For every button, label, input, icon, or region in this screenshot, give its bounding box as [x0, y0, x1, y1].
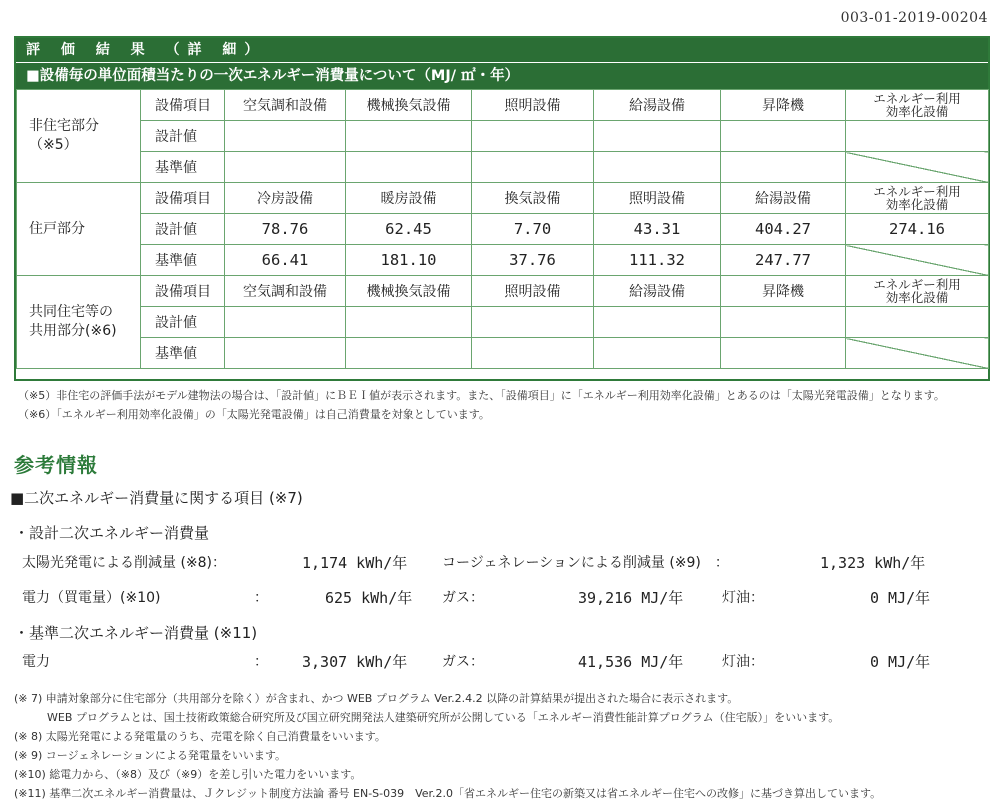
table-cell [472, 152, 594, 183]
kerosene-label: 灯油： [722, 590, 764, 606]
note-6: （※6）「エネルギー利用効率化設備」の「太陽光発電設備」は自己消費量を対象としています。 [18, 408, 490, 421]
footnote-7-detail: WEB プログラムとは、国土技術政策総合研究所及び国立研究開発法人建築研究所が公開している「エネルギー消費性能計算プログラム（住宅版）」をいいます。 [14, 711, 840, 724]
table-row [17, 276, 989, 307]
column-header-line: 効率化設備 [885, 197, 949, 212]
design-value: 404.27 [721, 214, 846, 245]
table-cell [346, 152, 472, 183]
table-row [17, 338, 989, 369]
column-header: 照明設備 [472, 276, 594, 307]
gas-design-value: 39,216 MJ/年 [578, 589, 684, 607]
common-group-label [17, 276, 141, 369]
colon: ： [254, 590, 268, 606]
column-header-line: 効率化設備 [885, 290, 949, 305]
table-cell [472, 338, 594, 369]
design-value: 7.70 [472, 214, 594, 245]
evaluation-result-table [14, 36, 990, 381]
kerosene-label: 灯油： [722, 654, 764, 670]
row-label: 基準値 [141, 245, 225, 276]
note-5: （※5）非住宅の評価手法がモデル建物法の場合は、「設計値」にＢＥＩ値が表示されます。また、「設備項目」に「エネルギー利用効率化設備」とあるのは「太陽光発電設備」となります。 [18, 389, 945, 402]
column-header: 給湯設備 [594, 90, 721, 121]
dwelling-label: 住戸部分 [17, 183, 141, 276]
table-cell [846, 307, 989, 338]
table-cell [594, 152, 721, 183]
column-header: 昇降機 [721, 276, 846, 307]
elec-std-value: 3,307 kWh/年 [302, 653, 408, 671]
column-header: 暖房設備 [346, 183, 472, 214]
table-cell [472, 121, 594, 152]
table-cell [721, 307, 846, 338]
table-row [17, 152, 989, 183]
standard-secondary-heading: ・基準二次エネルギー消費量 (※11) [14, 624, 258, 642]
table-row [17, 121, 989, 152]
nonres-group-label [17, 90, 141, 183]
design-value: 43.31 [594, 214, 721, 245]
solar-label: 太陽光発電による削減量 (※8)： [22, 555, 227, 571]
row-label: 設備項目 [141, 183, 225, 214]
column-header: 機械換気設備 [346, 90, 472, 121]
diagonal-cell [846, 152, 989, 183]
cogen-label: コージェネレーションによる削減量 (※9) ： [442, 555, 729, 571]
standard-value: 111.32 [594, 245, 721, 276]
reference-title: 参考情報 [14, 453, 98, 477]
table-cell [346, 121, 472, 152]
column-header: 機械換気設備 [346, 276, 472, 307]
row-label: 基準値 [141, 152, 225, 183]
column-header [846, 276, 989, 307]
gas-label: ガス： [442, 654, 484, 670]
document-number: 003-01-2019-00204 [840, 10, 988, 26]
table-cell [721, 338, 846, 369]
column-header [846, 90, 989, 121]
secondary-energy-heading: ■二次エネルギー消費量に関する項目 (※7) [10, 489, 303, 507]
footnote-8: (※ 8) 太陽光発電による発電量のうち、売電を除く自己消費量をいいます。 [14, 730, 386, 743]
table-row [17, 307, 989, 338]
row-label: 設備項目 [141, 90, 225, 121]
nonres-label: 非住宅部分 [29, 118, 99, 134]
row-label: 設計値 [141, 121, 225, 152]
row-label: 基準値 [141, 338, 225, 369]
column-header: 給湯設備 [594, 276, 721, 307]
column-header: 冷房設備 [225, 183, 346, 214]
table-cell [594, 338, 721, 369]
standard-value: 37.76 [472, 245, 594, 276]
design-value: 62.45 [346, 214, 472, 245]
diagonal-cell [846, 245, 989, 276]
elec-buy-value: 625 kWh/年 [325, 589, 413, 607]
energy-grid [16, 89, 989, 369]
table-row [17, 214, 989, 245]
cogen-value: 1,323 kWh/年 [820, 554, 926, 572]
column-header: 昇降機 [721, 90, 846, 121]
common-label: 共同住宅等の [29, 304, 113, 320]
standard-value: 66.41 [225, 245, 346, 276]
table-subtitle: ■設備毎の単位面積当たりの一次エネルギー消費量について（MJ/ ㎡・年） [16, 62, 988, 89]
kerosene-std-value: 0 MJ/年 [870, 653, 931, 671]
column-header: 照明設備 [472, 90, 594, 121]
colon: ： [254, 654, 268, 670]
table-cell [225, 152, 346, 183]
column-header: 換気設備 [472, 183, 594, 214]
column-header-line: エネルギー利用 [873, 277, 961, 292]
table-cell [225, 307, 346, 338]
column-header: 空気調和設備 [225, 276, 346, 307]
row-label: 設備項目 [141, 276, 225, 307]
column-header: 給湯設備 [721, 183, 846, 214]
footnote-9: (※ 9) コージェネレーションによる発電量をいいます。 [14, 749, 287, 762]
row-label: 設計値 [141, 307, 225, 338]
column-header-line: エネルギー利用 [873, 184, 961, 199]
column-header: 空気調和設備 [225, 90, 346, 121]
table-cell [225, 121, 346, 152]
table-cell [346, 338, 472, 369]
column-header [846, 183, 989, 214]
elec-label: 電力 [22, 654, 50, 670]
common-label-2: 共用部分(※6) [29, 323, 117, 339]
table-cell [721, 121, 846, 152]
nonres-note-ref: （※5） [29, 137, 78, 153]
column-header: 照明設備 [594, 183, 721, 214]
design-value: 274.16 [846, 214, 989, 245]
standard-value: 181.10 [346, 245, 472, 276]
section-title: 評 価 結 果 （詳 細） [16, 38, 988, 62]
table-cell [594, 121, 721, 152]
table-cell [346, 307, 472, 338]
table-cell [594, 307, 721, 338]
column-header-line: エネルギー利用 [873, 91, 961, 106]
table-cell [225, 338, 346, 369]
standard-value: 247.77 [721, 245, 846, 276]
solar-value: 1,174 kWh/年 [302, 554, 408, 572]
footnote-7: (※ 7) 申請対象部分に住宅部分（共用部分を除く）が含まれ、かつ WEB プログラム Ver.2.4.2 以降の計算結果が提出された場合に表示されます。 [14, 692, 739, 705]
footnote-11: (※11) 基準二次エネルギー消費量は、Ｊクレジット制度方法論 番号 EN-S-039 Ver.2.0「省エネルギー住宅の新築又は省エネルギー住宅への改修」に基づき算出しています。 [14, 787, 882, 800]
gas-std-value: 41,536 MJ/年 [578, 653, 684, 671]
table-cell [721, 152, 846, 183]
table-row [17, 183, 989, 214]
table-row [17, 245, 989, 276]
kerosene-design-value: 0 MJ/年 [870, 589, 931, 607]
design-secondary-heading: ・設計二次エネルギー消費量 [14, 524, 210, 542]
diagonal-cell [846, 338, 989, 369]
table-cell [472, 307, 594, 338]
elec-buy-label: 電力（買電量）(※10) [22, 590, 161, 606]
gas-label: ガス： [442, 590, 484, 606]
column-header-line: 効率化設備 [885, 104, 949, 119]
row-label: 設計値 [141, 214, 225, 245]
design-value: 78.76 [225, 214, 346, 245]
table-row [17, 90, 989, 121]
footnote-10: (※10) 総電力から、（※8）及び（※9）を差し引いた電力をいいます。 [14, 768, 362, 781]
table-cell [846, 121, 989, 152]
